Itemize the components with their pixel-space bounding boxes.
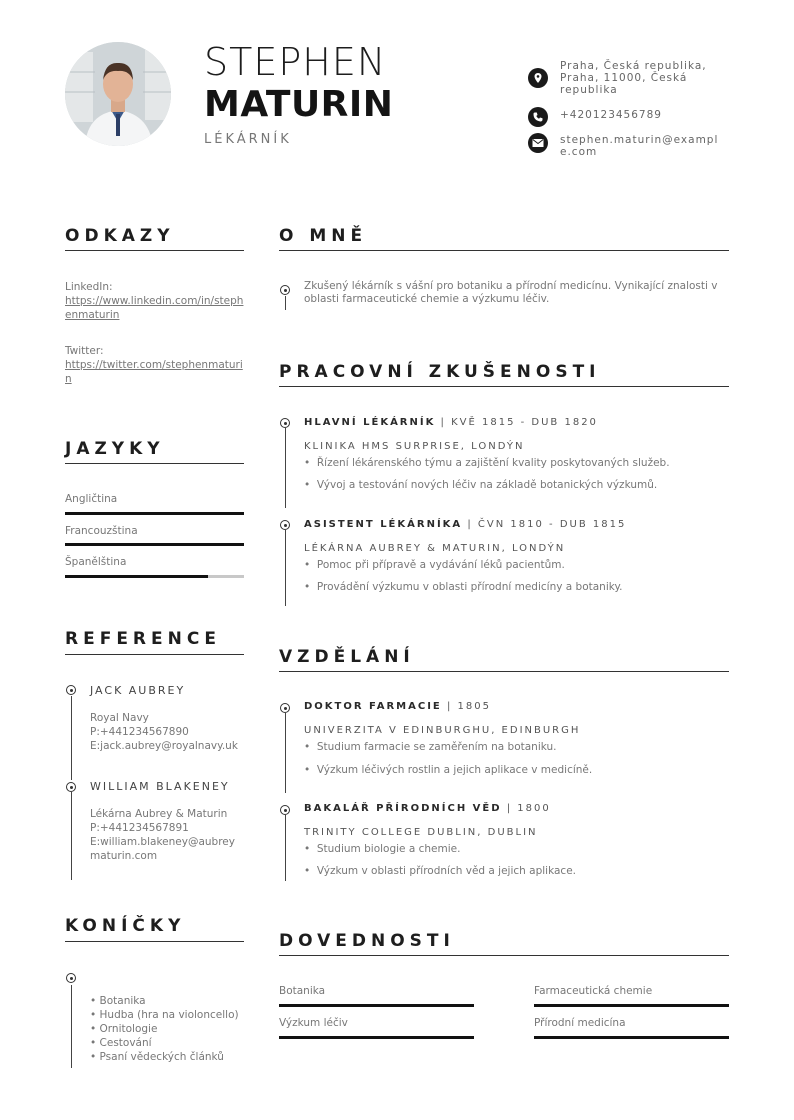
school-name: TRINITY COLLEGE DUBLIN, DUBLIN — [304, 827, 538, 838]
job-bullet: • Řízení lékárenského týmu a zajištění kvality poskytovaných služeb. — [304, 457, 670, 469]
timeline-line — [285, 530, 286, 606]
job-bullet: • Vývoj a testování nových léčiv na základě botanických výzkumů. — [304, 479, 658, 491]
hobbies-divider — [65, 941, 244, 942]
about-section-title: O MNĚ — [279, 226, 368, 246]
linkedin-entry — [65, 280, 245, 322]
references-section-title: REFERENCE — [65, 629, 221, 649]
address-text: Praha, Česká republika, Praha, 11000, Česká republika — [560, 60, 707, 96]
email-text: stephen.maturin@example.com — [560, 134, 719, 158]
timeline-line — [71, 792, 72, 880]
skill-label: Výzkum léčiv — [279, 1017, 348, 1029]
timeline-line — [71, 985, 72, 1068]
job-bullet: • Provádění výzkumu v oblasti přírodní medicíny a botaniky. — [304, 581, 623, 593]
education-section-title: VZDĚLÁNÍ — [279, 647, 415, 667]
skill-bar — [534, 1004, 729, 1007]
phone-icon — [528, 107, 548, 127]
skills-divider — [279, 955, 729, 956]
school-name: UNIVERZITA V EDINBURGHU, EDINBURGH — [304, 725, 581, 736]
skill-label: Farmaceutická chemie — [534, 985, 653, 997]
timeline-dot-icon — [66, 973, 76, 983]
profile-photo — [65, 42, 171, 146]
timeline-line — [71, 696, 72, 780]
timeline-line — [285, 713, 286, 793]
job-heading: HLAVNÍ LÉKÁRNÍK | KVĚ 1815 - DUB 1820 — [304, 417, 598, 428]
language-level-fill — [65, 512, 244, 515]
company-name: KLINIKA HMS SURPRISE, LONDÝN — [304, 441, 525, 452]
job-bullet: • Pomoc při přípravě a vydávání léků pacientům. — [304, 559, 565, 571]
degree-heading: DOKTOR FARMACIE | 1805 — [304, 701, 491, 712]
twitter-label: Twitter: — [65, 345, 104, 357]
skill-bar — [534, 1036, 729, 1039]
links-section-title: ODKAZY — [65, 226, 175, 246]
reference-name: JACK AUBREY — [90, 684, 186, 697]
reference-email: E:william.blakeney@aubreymaturin.com — [90, 836, 235, 862]
timeline-dot-icon — [280, 805, 290, 815]
language-name: Španělština — [65, 556, 127, 568]
timeline-line — [285, 296, 286, 310]
links-divider — [65, 250, 244, 251]
experience-divider — [279, 386, 729, 387]
experience-section-title: PRACOVNÍ ZKUŠENOSTI — [279, 362, 601, 382]
twitter-link[interactable]: https://twitter.com/stephenmaturin — [65, 359, 243, 385]
education-bullet: • Výzkum léčivých rostlin a jejich aplikace v medicíně. — [304, 764, 593, 776]
about-text: Zkušený lékárník s vášní pro botaniku a přírodní medicínu. Vynikající znalosti v oblasti farmaceutické chemie a výzkumu léčiv. — [304, 280, 718, 305]
reference-details — [90, 711, 250, 753]
hobby-item: • Hudba (hra na violoncello) — [90, 1009, 239, 1021]
hobby-item: • Cestování — [90, 1037, 152, 1049]
timeline-dot-icon — [280, 285, 290, 295]
phone-text: +420123456789 — [560, 109, 662, 121]
timeline-line — [285, 428, 286, 508]
timeline-dot-icon — [66, 685, 76, 695]
education-bullet: • Studium farmacie se zaměřením na botaniku. — [304, 741, 557, 753]
language-level-fill — [65, 543, 244, 546]
timeline-dot-icon — [280, 703, 290, 713]
education-divider — [279, 671, 729, 672]
reference-email: E:jack.aubrey@royalnavy.uk — [90, 740, 238, 752]
linkedin-label: LinkedIn: — [65, 281, 113, 293]
reference-details — [90, 807, 242, 863]
last-name: MATURIN — [204, 84, 394, 125]
job-title: LÉKÁRNÍK — [204, 132, 292, 147]
language-level-bar — [65, 512, 244, 515]
reference-phone: P:+441234567891 — [90, 822, 189, 834]
language-level-bar — [65, 575, 244, 578]
first-name: STEPHEN — [204, 40, 387, 84]
hobbies-list — [90, 994, 250, 1064]
company-name: LÉKÁRNA AUBREY & MATURIN, LONDÝN — [304, 543, 566, 554]
education-bullet: • Studium biologie a chemie. — [304, 843, 461, 855]
language-name: Angličtina — [65, 493, 118, 505]
twitter-entry — [65, 344, 245, 386]
email-icon — [528, 133, 548, 153]
skills-section-title: DOVEDNOSTI — [279, 931, 455, 951]
skill-bar — [279, 1036, 474, 1039]
languages-divider — [65, 463, 244, 464]
language-level-bar — [65, 543, 244, 546]
about-divider — [279, 250, 729, 251]
hobby-item: • Ornitologie — [90, 1023, 158, 1035]
reference-org: Lékárna Aubrey & Maturin — [90, 808, 228, 820]
timeline-dot-icon — [280, 520, 290, 530]
languages-section-title: JAZYKY — [65, 439, 165, 459]
job-heading: ASISTENT LÉKÁRNÍKA | ČVN 1810 - DUB 1815 — [304, 519, 627, 530]
references-divider — [65, 654, 244, 655]
skill-label: Botanika — [279, 985, 326, 997]
skill-bar — [279, 1004, 474, 1007]
language-name: Francouzština — [65, 525, 138, 537]
language-level-fill — [65, 575, 208, 578]
reference-name: WILLIAM BLAKENEY — [90, 780, 230, 793]
skill-label: Přírodní medicína — [534, 1017, 626, 1029]
hobby-item: • Psaní vědeckých článků — [90, 1051, 224, 1063]
timeline-dot-icon — [280, 418, 290, 428]
linkedin-link[interactable]: https://www.linkedin.com/in/stephenmaturin — [65, 295, 244, 321]
reference-phone: P:+441234567890 — [90, 726, 189, 738]
hobbies-section-title: KONÍČKY — [65, 916, 186, 936]
education-bullet: • Výzkum v oblasti přírodních věd a jejich aplikace. — [304, 865, 576, 877]
hobby-item: • Botanika — [90, 995, 146, 1007]
degree-heading: BAKALÁŘ PŘÍRODNÍCH VĚD | 1800 — [304, 803, 551, 814]
location-pin-icon — [528, 68, 548, 88]
timeline-dot-icon — [66, 782, 76, 792]
timeline-line — [285, 815, 286, 881]
reference-org: Royal Navy — [90, 712, 149, 724]
